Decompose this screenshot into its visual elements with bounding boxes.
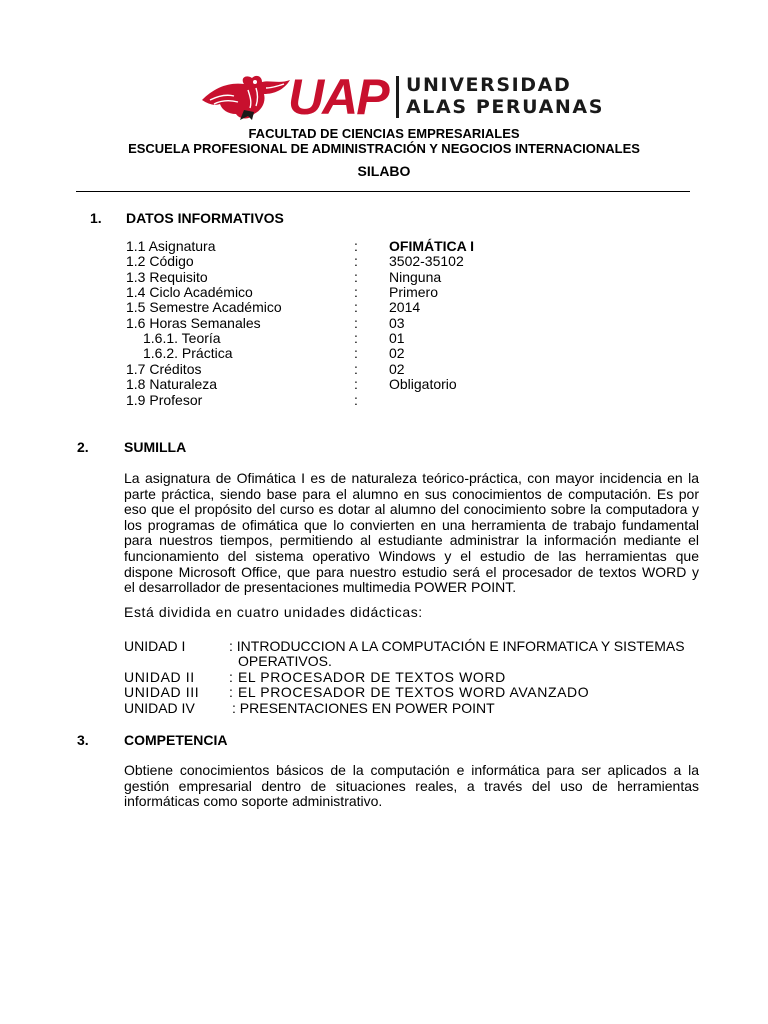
unit-description-continued: OPERATIVOS.: [238, 653, 332, 669]
datos-separator: :: [354, 376, 358, 392]
datos-separator: :: [354, 330, 358, 346]
logo-line-2: ALAS PERUANAS: [406, 96, 604, 118]
paragraph-line: Obtiene conocimientos básicos de la computación e informática para ser aplicados a la: [124, 762, 699, 778]
unit-description: : EL PROCESADOR DE TEXTOS WORD AVANZADO: [229, 684, 590, 700]
logo-mark: UAP: [288, 69, 388, 125]
datos-label: 1.2 Código: [126, 253, 194, 269]
unit-description: : EL PROCESADOR DE TEXTOS WORD: [229, 669, 506, 685]
datos-label: 1.1 Asignatura: [126, 238, 216, 254]
paragraph-line: dispone Microsoft Office, que para nuestro estudio será el procesador de textos WORD y: [124, 563, 699, 580]
datos-value: Obligatorio: [389, 376, 457, 392]
header-divider: [76, 191, 690, 192]
section-2-title: SUMILLA: [124, 439, 187, 455]
paragraph-line: el desarrollador de presentaciones multimedia POWER POINT.: [124, 579, 517, 596]
sumilla-paragraph: [124, 471, 699, 596]
datos-value: Ninguna: [389, 269, 442, 285]
unit-description: : PRESENTACIONES EN POWER POINT: [232, 700, 495, 716]
document-title: SILABO: [357, 163, 411, 179]
datos-value: 02: [389, 345, 405, 361]
datos-value: 03: [389, 315, 405, 331]
unit-name: UNIDAD I: [124, 638, 186, 654]
paragraph-line: para nuestros tiempos, permitiendo al estudiante administrar la información mediante el: [124, 532, 699, 549]
datos-value: OFIMÁTICA I: [389, 238, 475, 254]
datos-value: 01: [389, 330, 405, 346]
datos-label: 1.6 Horas Semanales: [126, 315, 261, 331]
datos-separator: :: [354, 392, 358, 408]
school-heading: ESCUELA PROFESIONAL DE ADMINISTRACIÓN Y NEGOCIOS INTERNACIONALES: [128, 141, 640, 156]
division-statement: Está dividida en cuatro unidades didácticas:: [124, 604, 423, 620]
paragraph-line: parte práctica, siendo base para el alumno en sus conocimientos de computación. Es por: [124, 485, 699, 502]
datos-label: 1.4 Ciclo Académico: [126, 284, 253, 300]
section-3-number: 3.: [77, 732, 89, 748]
datos-label: 1.6.2. Práctica: [143, 345, 233, 361]
datos-separator: :: [354, 238, 358, 254]
datos-value: 2014: [389, 299, 421, 315]
unit-name: UNIDAD III: [124, 684, 200, 700]
logo-divider: [396, 76, 399, 118]
section-2-number: 2.: [77, 439, 89, 455]
eagle-emblem-icon: [200, 70, 292, 122]
university-logo: [200, 69, 604, 125]
datos-label: 1.8 Naturaleza: [126, 376, 218, 392]
datos-separator: :: [354, 299, 358, 315]
datos-separator: :: [354, 253, 358, 269]
datos-label: 1.6.1. Teoría: [143, 330, 221, 346]
faculty-heading: FACULTAD DE CIENCIAS EMPRESARIALES: [248, 126, 520, 141]
datos-separator: :: [354, 284, 358, 300]
unit-description: : INTRODUCCION A LA COMPUTACIÓN E INFORMATICA Y SISTEMAS: [229, 638, 685, 654]
section-1-number: 1.: [90, 210, 102, 226]
unit-name: UNIDAD II: [124, 669, 195, 685]
datos-value: Primero: [389, 284, 439, 300]
datos-separator: :: [354, 361, 358, 377]
paragraph-line: gestión empresarial dentro de situaciones reales, a través del uso de herramientas: [124, 777, 699, 794]
paragraph-line: La asignatura de Ofimática I es de naturaleza teórico-práctica, con mayor incidencia en la: [124, 470, 699, 486]
datos-separator: :: [354, 269, 358, 285]
datos-value: 3502-35102: [389, 253, 464, 269]
logo-line-1: UNIVERSIDAD: [406, 74, 572, 96]
competencia-paragraph: [124, 763, 699, 810]
datos-label: 1.9 Profesor: [126, 392, 203, 408]
datos-label: 1.7 Créditos: [126, 361, 202, 377]
paragraph-line: funcionamiento del sistema operativo Windows y el estudio de las herramientas que: [124, 547, 699, 564]
datos-value: 02: [389, 361, 405, 377]
datos-separator: :: [354, 315, 358, 331]
section-1-title: DATOS INFORMATIVOS: [126, 210, 284, 226]
paragraph-line: informáticas como soporte administrativo.: [124, 793, 383, 810]
unit-name: UNIDAD IV: [124, 700, 195, 716]
section-3-title: COMPETENCIA: [124, 732, 228, 748]
datos-label: 1.3 Requisito: [126, 269, 208, 285]
paragraph-line: eso que el propósito del curso es dotar al alumno del conocimiento sobre la computadora y: [124, 501, 699, 518]
datos-label: 1.5 Semestre Académico: [126, 299, 282, 315]
datos-separator: :: [354, 345, 358, 361]
paragraph-line: los programas de ofimática que lo convierten en una herramienta de trabajo fundamental: [124, 516, 699, 533]
